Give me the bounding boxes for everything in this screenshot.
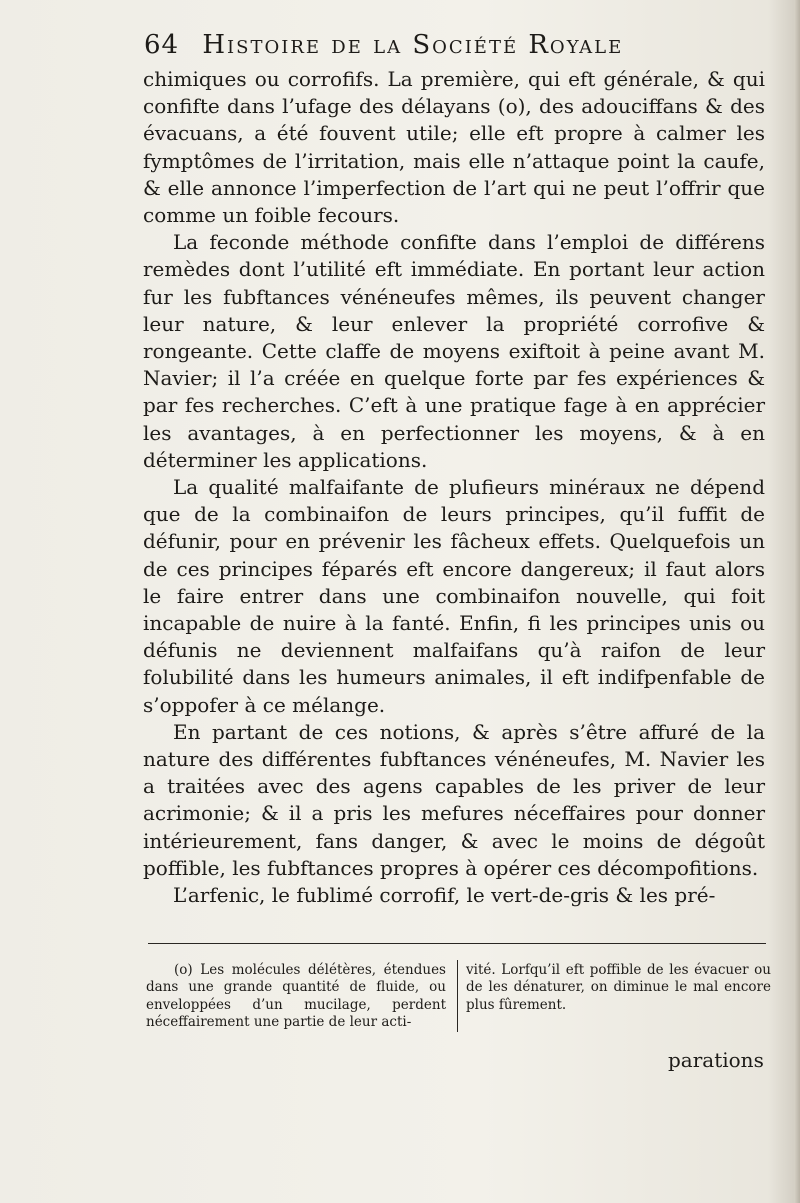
footnote-right-column: vité. Lorfqu’il eft poffible de les évacuer ou de les dénaturer, on diminue le mal encore plus fûrement. (466, 962, 771, 1013)
footnote-left-column: (o) Les molécules délétères, étendues dans une grande quantité de fluide, ou enveloppées d’un mucilage, perdent néceffairement une partie de leur acti- (146, 962, 446, 1030)
running-header (144, 30, 764, 60)
main-text (143, 66, 765, 909)
running-title: Histoire de la Société Royale (202, 30, 624, 60)
footnote-column-divider (457, 960, 458, 1032)
catchword: parations (668, 1048, 764, 1072)
footnote-rule (148, 943, 766, 944)
page-number: 64 (144, 30, 180, 60)
page-edge-shadow (794, 0, 800, 1203)
paragraph: La feconde méthode confifte dans l’emploi de différens remèdes dont l’utilité eft immédiate. En portant leur action fur les fubftances vénéneufes mêmes, ils peuvent changer leur nature, & leur enlever la propriété corrofive & rongeante. Cette claffe de moyens exiftoit à peine avant M. Navier; il l’a créée en quelque forte par fes expériences & par fes recherches. C’eft à une pratique fage à en apprécier les avantages, à en perfectionner les moyens, & à en déterminer les applications. (143, 230, 765, 472)
paragraph-continued: chimiques ou corrofifs. La première, qui eft générale, & qui confifte dans l’ufage des délayans (o), des adouciffans & des évacuans, a été fouvent utile; elle eft propre à calmer les fymptômes de l’irritation, mais elle n’attaque point la caufe, & elle annonce l’imperfection de l’art qui ne peut l’offrir que comme un foible fecours. (143, 67, 765, 228)
paragraph: La qualité malfaifante de plufieurs minéraux ne dépend que de la combinaifon de leurs principes, qu’il fuffit de défunir, pour en prévenir les fâcheux effets. Quelquefois un de ces principes féparés eft encore dangereux; il faut alors le faire entrer dans une combinaifon nouvelle, qui foit incapable de nuire à la fanté. Enfin, fi les principes unis ou défunis ne deviennent malfaifans qu’à raifon de leur folubilité dans les humeurs animales, il eft indifpenfable de s’oppofer à ce mélange. (143, 475, 765, 717)
paragraph: En partant de ces notions, & après s’être affuré de la nature des différentes fubftances vénéneufes, M. Navier les a traitées avec des agens capables de les priver de leur acrimonie; & il a pris les mefures néceffaires pour donner intérieurement, fans danger, & avec le moins de dégoût poffible, les fubftances propres à opérer ces décompofitions. (143, 719, 765, 880)
paragraph: L’arfenic, le fublimé corrofif, le vert-de-gris & les pré- (173, 883, 716, 908)
